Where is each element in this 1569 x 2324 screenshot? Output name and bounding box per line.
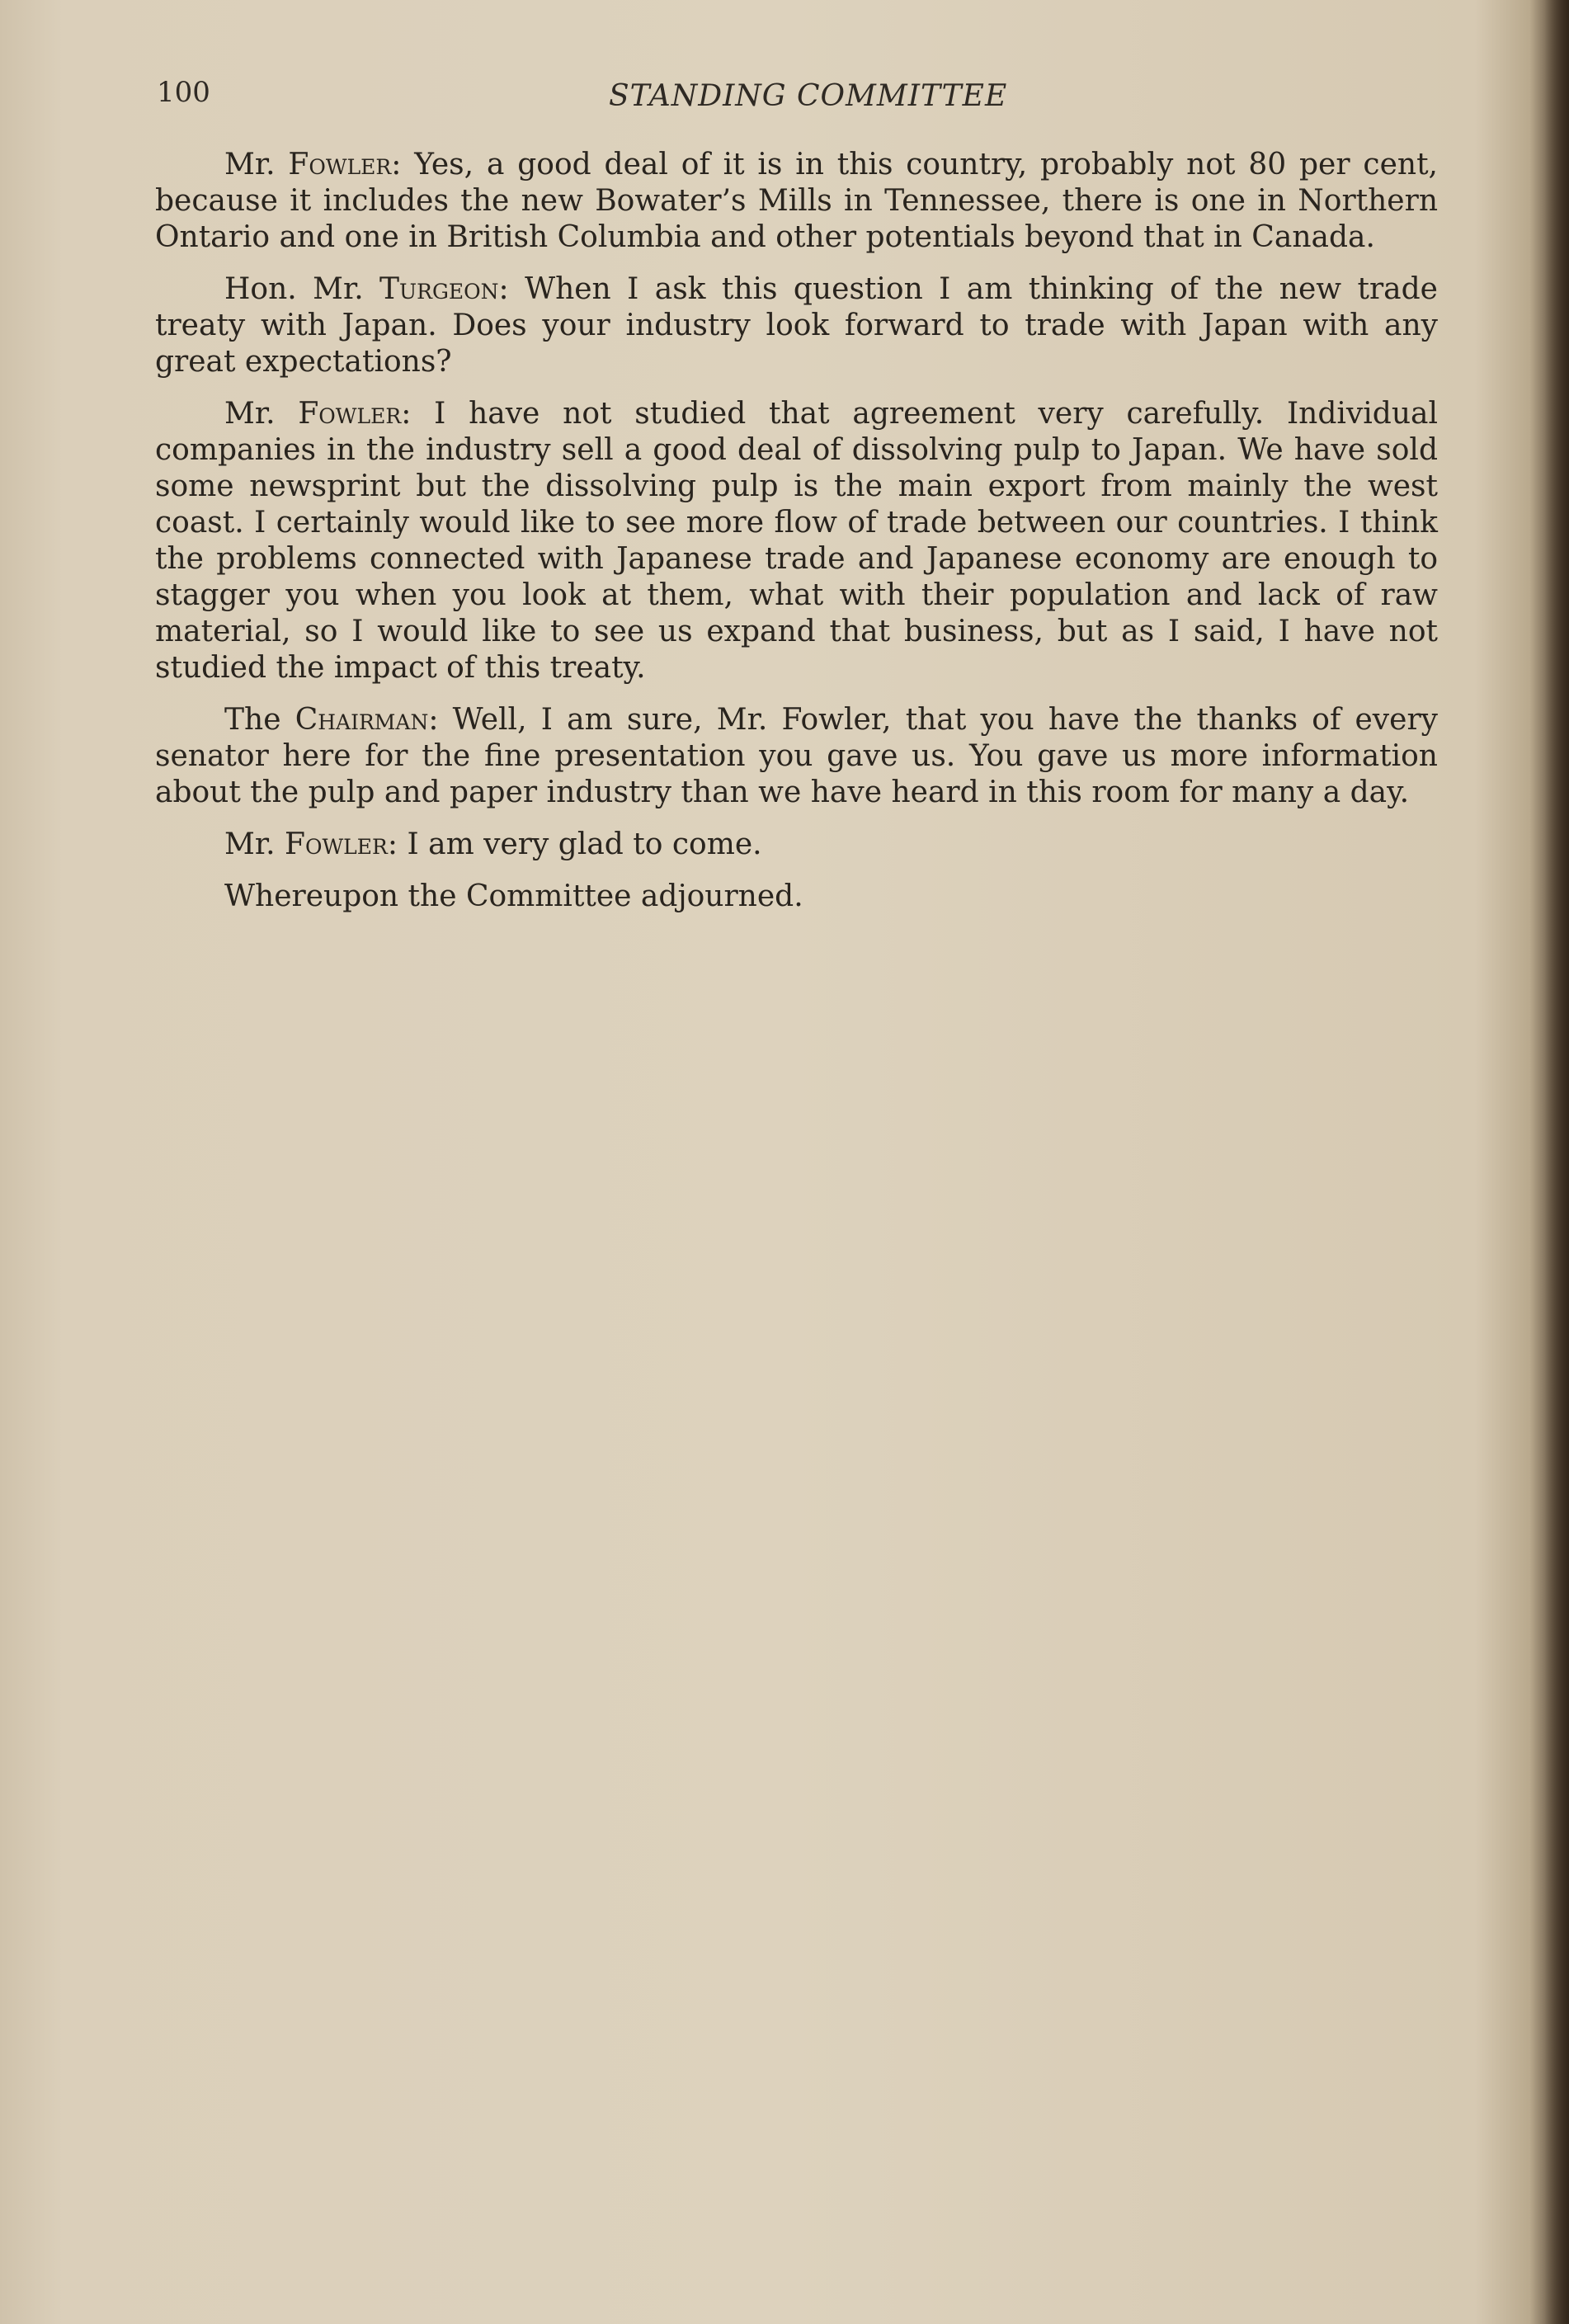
speaker-name: Chairman [294, 703, 429, 737]
speaker-name: Turgeon [379, 272, 499, 306]
speaker-prefix: Mr. [224, 397, 299, 431]
transcript-body [155, 147, 1438, 931]
speaker-prefix: The [224, 703, 295, 737]
speaker-name: Fowler [288, 148, 392, 181]
speaker-name: Fowler [285, 827, 388, 861]
paragraph-turgeon [155, 271, 1438, 380]
paragraph-adjournment [155, 879, 1438, 915]
speaker-prefix: Mr. [224, 827, 285, 861]
paragraph-fowler-2 [155, 396, 1438, 686]
paragraph-text: : I am very glad to come. [387, 827, 762, 861]
speaker-prefix: Mr. [224, 148, 289, 181]
paragraph-text: : I have not studied that agreement very carefully. Individual companies in the industry sell a good deal of dissolving pulp to Japan. We have sold some newsprint but the dissolving pulp is the main export from mainly the west coast. I certainly would like to see more flow of trade between our countries. I think the problems connected with Japanese trade and Japanese economy are enough to stagger you when you look at them, what with their population and lack of raw material, so I would like to see us expand that business, but as I said, I have not studied the impact of this treaty. [155, 397, 1438, 685]
paragraph-text: : When I ask this question I am thinking of the new trade treaty with Japan. Does your industry look forward to trade with Japan with any great expectations? [155, 272, 1438, 379]
paragraph-fowler-3 [155, 827, 1438, 863]
page-number: 100 [157, 76, 210, 109]
speaker-name: Fowler [298, 397, 402, 431]
paragraph-text: : Well, I am sure, Mr. Fowler, that you have the thanks of every senator here for the fine presentation you gave us. You gave us more information about the pulp and paper industry than we have heard in this room for many a day. [155, 703, 1438, 809]
paragraph-text: Whereupon the Committee adjourned. [224, 879, 803, 913]
paragraph-fowler-1 [155, 147, 1438, 256]
paragraph-text: : Yes, a good deal of it is in this country, probably not 80 per cent, because it includes the new Bowater’s Mills in Tennessee, there is one in Northern Ontario and one in British Columbia and other potentials beyond that in Canada. [155, 148, 1438, 254]
running-head: STANDING COMMITTEE [609, 79, 1008, 113]
page-header [157, 76, 1448, 117]
paragraph-chairman [155, 702, 1438, 811]
binding-shadow [1544, 0, 1569, 2324]
speaker-prefix: Hon. Mr. [224, 272, 380, 306]
